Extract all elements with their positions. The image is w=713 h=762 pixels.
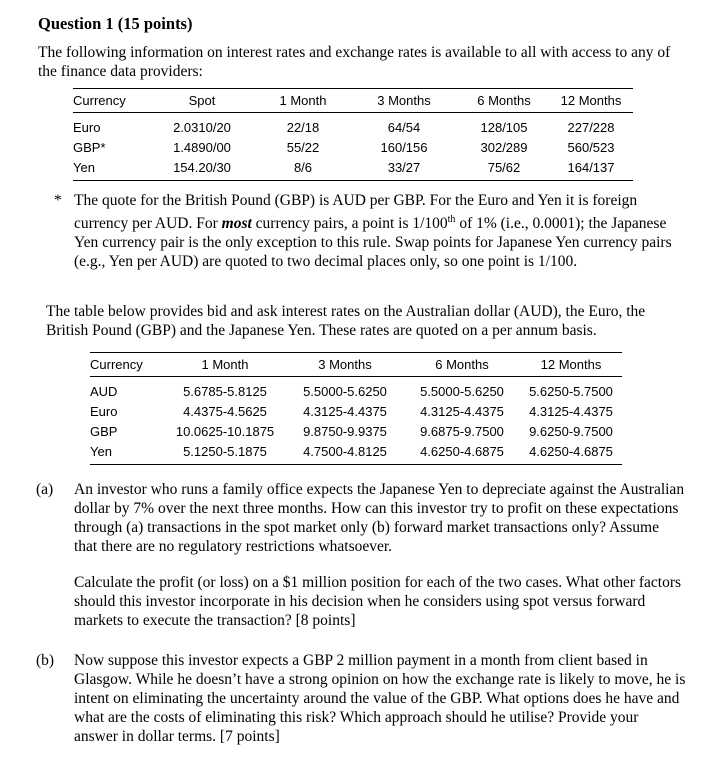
table-cell: 4.4375-4.5625 xyxy=(183,403,267,419)
table-cell: 164/137 xyxy=(549,157,633,181)
table-cell: 9.8750-9.9375 xyxy=(303,423,387,439)
table-cell: GBP* xyxy=(73,139,106,155)
column-header: Currency xyxy=(90,353,164,377)
question-b xyxy=(36,651,686,746)
table-cell: 560/523 xyxy=(567,139,615,155)
emphasis-text: most xyxy=(221,215,252,233)
table-cell: 75/62 xyxy=(459,157,549,181)
table-cell: 160/156 xyxy=(380,139,428,155)
column-header: 12 Months xyxy=(549,89,633,113)
column-header: 1 Month xyxy=(257,89,349,113)
table-cell: 5.5000-5.6250 xyxy=(420,383,504,399)
footnote xyxy=(54,191,684,271)
column-header: 3 Months xyxy=(286,353,404,377)
table-cell: 1.4890/00 xyxy=(173,139,231,155)
table-row xyxy=(90,401,622,421)
table-header-row xyxy=(73,89,633,113)
exchange-rate-table xyxy=(73,88,633,181)
table-row xyxy=(90,377,622,402)
column-header: Currency xyxy=(73,89,147,113)
table-cell: AUD xyxy=(90,383,118,399)
interest-rate-table xyxy=(90,352,622,465)
table-cell: 4.6250-4.6875 xyxy=(404,441,520,465)
table-cell: 5.1250-5.1875 xyxy=(164,441,286,465)
table-cell: 8/6 xyxy=(257,157,349,181)
question-b-paragraph-1: Now suppose this investor expects a GBP 2 million payment in a month from client based in Glasgow. While he doesn’t have a strong opinion on how the exchange rate is likely to move, he is intent on eliminating the uncertainty around the value of the GBP. What options does he have and what are the costs of eliminating this risk? Which approach should he utilise? Provide your answer in dollar terms. [7 points] xyxy=(74,652,686,745)
question-a-paragraph-1: An investor who runs a family office expects the Japanese Yen to depreciate against the Australian dollar by 7% over the next three months. How can this investor try to profit on these expectations through (a) transactions in the spot market only (b) forward market transactions only? Assume that there are no regulatory restrictions whatsoever. xyxy=(74,481,685,555)
column-header: 6 Months xyxy=(459,89,549,113)
question-a-label: (a) xyxy=(36,481,54,498)
column-header: 1 Month xyxy=(164,353,286,377)
intro-paragraph: The following information on interest rates and exchange rates is available to all with access to any of the finance data providers: xyxy=(38,44,671,80)
table-row xyxy=(90,441,622,465)
footnote-marker: * xyxy=(54,192,62,209)
table-cell: 302/289 xyxy=(480,139,528,155)
question-b-label: (b) xyxy=(36,652,55,669)
table-cell: 10.0625-10.1875 xyxy=(175,423,275,439)
table-row xyxy=(73,157,633,181)
table-cell: 128/105 xyxy=(480,119,528,135)
table-cell: 9.6875-9.7500 xyxy=(420,423,504,439)
table-cell: 9.6250-9.7500 xyxy=(529,423,613,439)
table-header-row xyxy=(90,353,622,377)
table-cell: Euro xyxy=(73,119,101,135)
table-cell: 4.3125-4.4375 xyxy=(420,403,504,419)
column-header: 12 Months xyxy=(520,353,622,377)
question-title: Question 1 (15 points) xyxy=(38,14,193,33)
table-cell: 5.6250-5.7500 xyxy=(529,383,613,399)
table-cell: 227/228 xyxy=(567,119,615,135)
table-row xyxy=(73,137,633,157)
interest-intro-paragraph: The table below provides bid and ask interest rates on the Australian dollar (AUD), the Euro, the British Pound (GBP) and the Japanese Yen. These rates are quoted on a per annum basis. xyxy=(46,303,646,339)
question-a xyxy=(36,480,686,630)
table-row xyxy=(73,113,633,138)
footnote-text-part: The quote for the British Pound (GBP) is AUD per GBP. For the Euro and Yen it is foreign currency per AUD. For xyxy=(74,192,638,233)
table-cell: 5.6785-5.8125 xyxy=(183,383,267,399)
table-cell: 5.5000-5.6250 xyxy=(303,383,387,399)
footnote-text-part: of 1% (i.e., 0.0001); the Japanese Yen currency pair is the only exception to this rule. Swap points for Japanese Yen currency pairs (e.g., Yen per AUD) are quoted to two decimal places only, so one point is 1/100. xyxy=(74,215,672,271)
footnote-text-part: currency pairs, a point is 1/100 xyxy=(251,215,448,233)
question-a-paragraph-2: Calculate the profit (or loss) on a $1 million position for each of the two cases. What other factors should this investor incorporate in his decision when he considers using spot versus forward markets to execute the transaction? [8 points] xyxy=(74,574,682,629)
table-cell: 33/27 xyxy=(349,157,459,181)
table-cell: Yen xyxy=(90,441,164,465)
table-cell: 4.3125-4.4375 xyxy=(303,403,387,419)
table-cell: 4.7500-4.8125 xyxy=(286,441,404,465)
table-cell: 4.3125-4.4375 xyxy=(529,403,613,419)
column-header: 6 Months xyxy=(404,353,520,377)
table-cell: 22/18 xyxy=(286,119,320,135)
table-cell: 2.0310/20 xyxy=(173,119,231,135)
table-row xyxy=(90,421,622,441)
column-header: 3 Months xyxy=(349,89,459,113)
table-cell: Euro xyxy=(90,403,118,419)
column-header: Spot xyxy=(147,89,257,113)
table-cell: 64/54 xyxy=(387,119,421,135)
table-cell: GBP xyxy=(90,423,118,439)
table-cell: 154.20/30 xyxy=(147,157,257,181)
table-cell: 55/22 xyxy=(286,139,320,155)
table-cell: 4.6250-4.6875 xyxy=(520,441,622,465)
table-cell: Yen xyxy=(73,157,147,181)
footnote-text xyxy=(74,191,684,271)
superscript-text: th xyxy=(447,214,456,225)
